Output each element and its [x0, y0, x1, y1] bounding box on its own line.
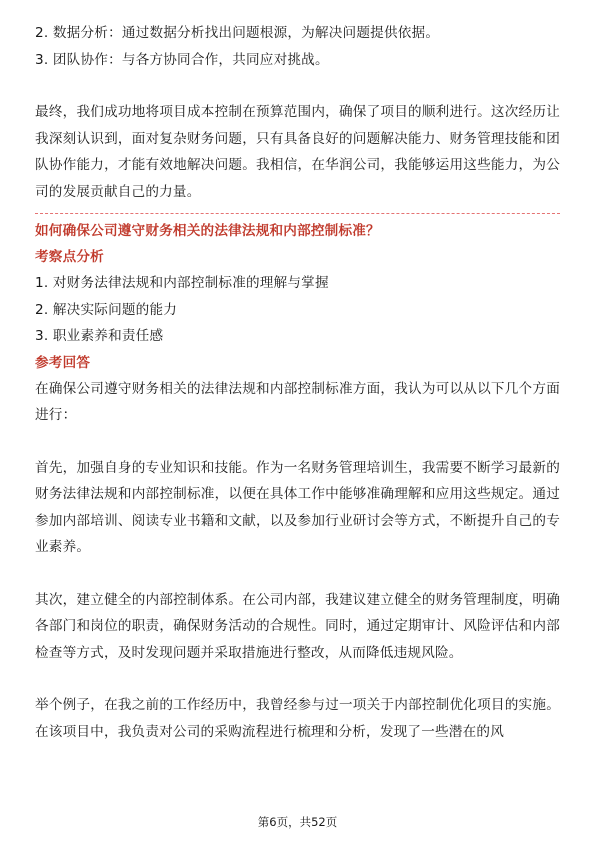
spacer	[35, 666, 560, 692]
answer-paragraph: 举个例子，在我之前的工作经历中，我曾经参与过一项关于内部控制优化项目的实施。在该项目中，我负责对公司的采购流程进行梳理和分析，发现了一些潜在的风	[35, 697, 560, 740]
answer-paragraph: 其次，建立健全的内部控制体系。在公司内部，我建议建立健全的财务管理制度，明确各部门和岗位的职责，确保财务活动的合规性。同时，通过定期审计、风险评估和内部检查等方式，及时发现问题并采取措施进行整改，从而降低违规风险。	[35, 591, 560, 661]
answer-paragraph: 在确保公司遵守财务相关的法律法规和内部控制标准方面，我认为可以从以下几个方面进行：	[35, 380, 560, 423]
conclusion-paragraph: 最终，我们成功地将项目成本控制在预算范围内，确保了项目的顺利进行。这次经历让我深刻认识到，面对复杂财务问题，只有具备良好的问题解决能力、财务管理技能和团队协作能力，才能有效地解决问题。我相信，在华润公司，我能够运用这些能力，为公司的发展贡献自己的力量。	[35, 104, 560, 200]
question-title: 如何确保公司遵守财务相关的法律法规和内部控制标准？	[35, 223, 380, 239]
intro-list-item: 2. 数据分析：通过数据分析找出问题根源，为解决问题提供依据。	[35, 25, 440, 41]
spacer	[35, 73, 560, 99]
page-content	[35, 20, 560, 745]
analysis-item: 1. 对财务法律法规和内部控制标准的理解与掌握	[35, 275, 329, 291]
intro-list-item: 3. 团队协作：与各方协同合作，共同应对挑战。	[35, 51, 329, 68]
spacer	[35, 561, 560, 587]
analysis-heading: 考察点分析	[35, 249, 104, 265]
section-divider	[35, 213, 560, 214]
answer-heading: 参考回答	[35, 354, 91, 371]
spacer	[35, 429, 560, 455]
analysis-item: 3. 职业素养和责任感	[35, 328, 164, 344]
analysis-item: 2. 解决实际问题的能力	[35, 301, 178, 318]
answer-paragraph: 首先，加强自身的专业知识和技能。作为一名财务管理培训生，我需要不断学习最新的财务法律法规和内部控制标准，以便在具体工作中能够准确理解和应用这些规定。通过参加内部培训、阅读专业书籍和文献，以及参加行业研讨会等方式，不断提升自己的专业素养。	[35, 459, 560, 555]
page-number-footer: 第6页，共52页	[257, 815, 338, 829]
